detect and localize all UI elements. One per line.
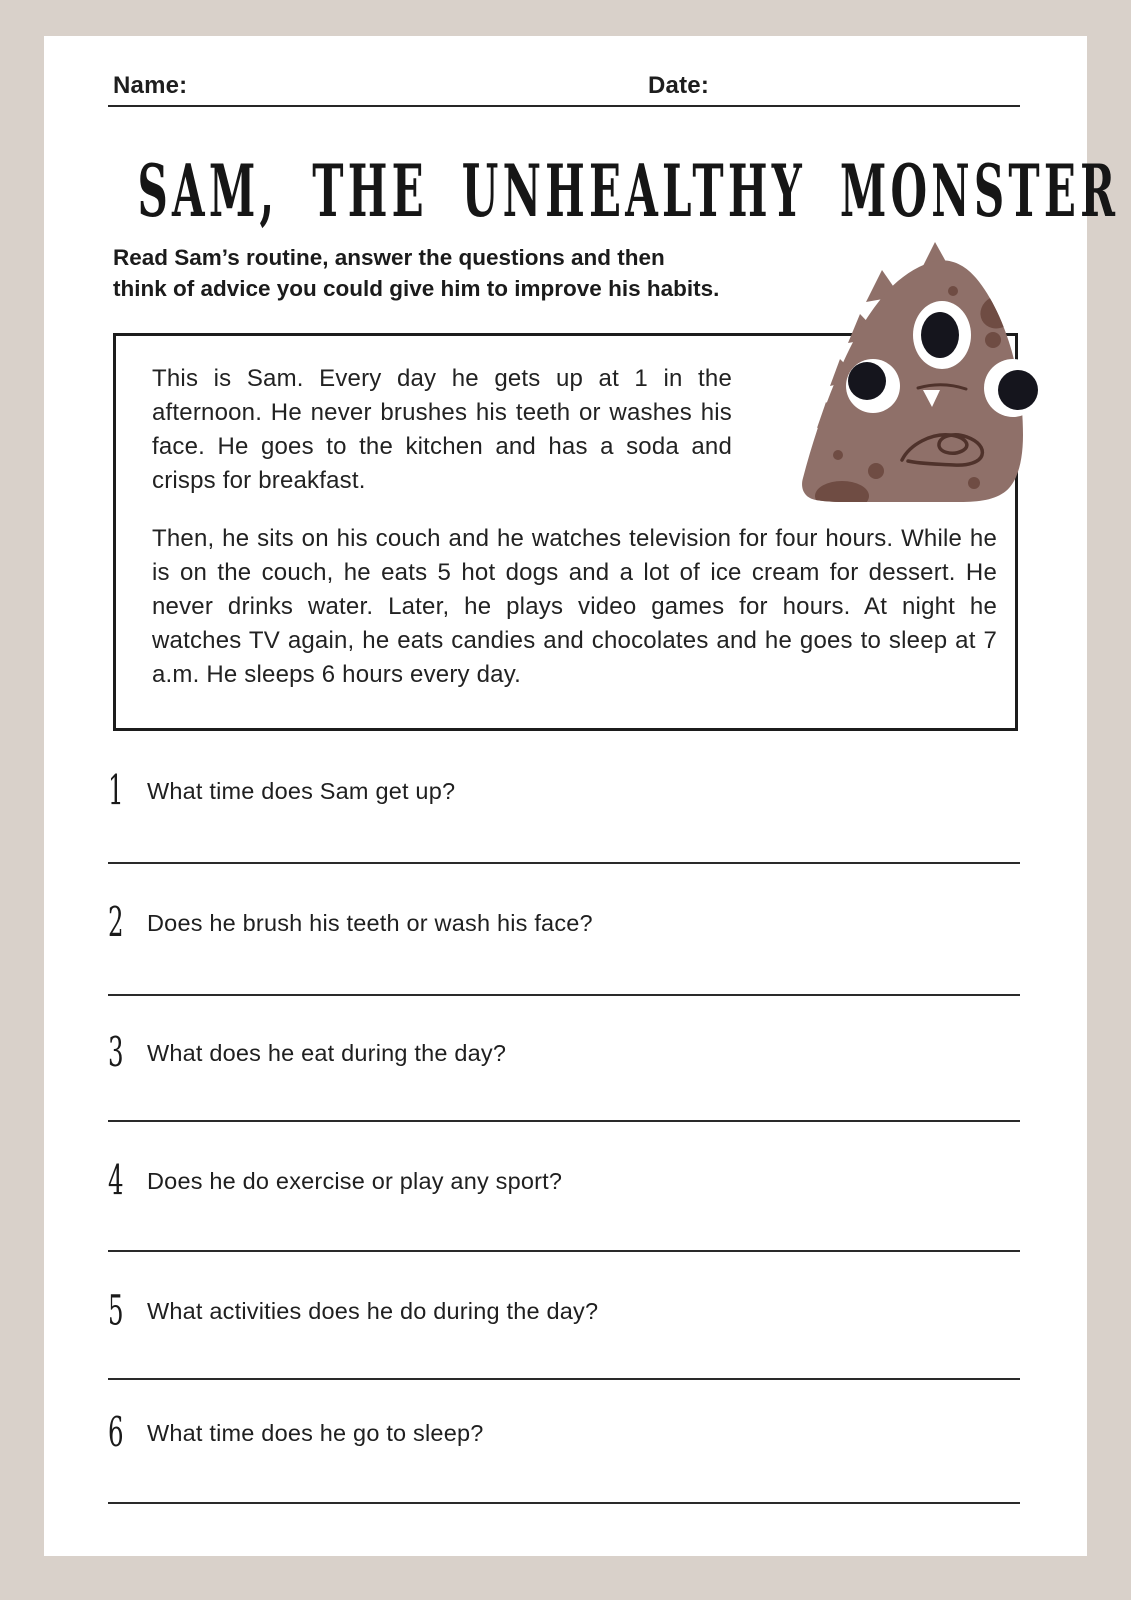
passage-paragraph-2: Then, he sits on his couch and he watches television for four hours. While he is on the couch, he eats 5 hot dogs and a lot of ice cream for dessert. He never drinks water. Later, he plays video games for hours. At night he watches TV again, he eats candies and chocolates and he goes to sleep at 7 a.m. He sleeps 6 hours every day. (152, 525, 997, 688)
question-6-number: 6 (108, 1408, 124, 1458)
question-5-number: 5 (108, 1286, 124, 1336)
worksheet-page (44, 36, 1120, 1556)
page-title (44, 148, 1120, 234)
name-label: Name: (113, 72, 188, 99)
question-5-text: What activities does he do during the day? (147, 1297, 599, 1324)
answer-line-4[interactable] (108, 1250, 1020, 1252)
question-3-text: What does he eat during the day? (147, 1039, 507, 1066)
question-6 (108, 1408, 484, 1458)
question-2 (108, 898, 593, 948)
question-4-text: Does he do exercise or play any sport? (147, 1167, 563, 1194)
passage-paragraph-1: This is Sam. Every day he gets up at 1 in the afternoon. He never brushes his teeth or washes his face. He goes to the kitchen and has a soda and crisps for breakfast. (152, 365, 732, 494)
answer-line-3[interactable] (108, 1120, 1020, 1122)
question-6-text: What time does he go to sleep? (147, 1419, 484, 1446)
question-5 (108, 1286, 599, 1336)
question-2-text: Does he brush his teeth or wash his face? (147, 909, 593, 936)
answer-line-2[interactable] (108, 994, 1020, 996)
question-3 (108, 1028, 507, 1078)
name-date-fill-line[interactable] (108, 105, 1020, 107)
date-label: Date: (648, 72, 710, 99)
page-title-text: SAM, THE UNHEALTHY MONSTER (137, 148, 1120, 234)
question-3-number: 3 (108, 1028, 124, 1078)
monster-illustration (792, 240, 1044, 504)
question-1-text: What time does Sam get up? (147, 777, 456, 804)
instructions-line-1: Read Sam’s routine, answer the questions and then (113, 245, 665, 270)
question-2-number: 2 (108, 898, 124, 948)
question-4 (108, 1156, 563, 1206)
answer-line-1[interactable] (108, 862, 1020, 864)
question-1-number: 1 (108, 766, 124, 816)
instructions (113, 242, 719, 304)
answer-line-6[interactable] (108, 1502, 1020, 1504)
instructions-line-2: think of advice you could give him to improve his habits. (113, 276, 720, 301)
question-1 (108, 766, 456, 816)
question-4-number: 4 (108, 1156, 124, 1206)
answer-line-5[interactable] (108, 1378, 1020, 1380)
